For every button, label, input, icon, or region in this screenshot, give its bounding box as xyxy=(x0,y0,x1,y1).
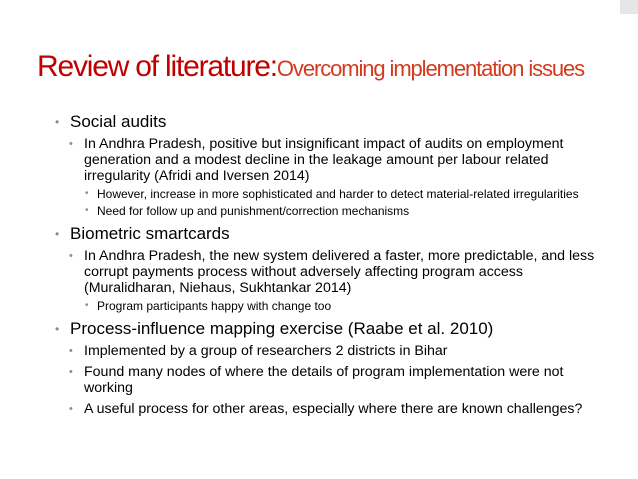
bullet-icon: • xyxy=(55,115,60,129)
bullet-icon: • xyxy=(85,300,89,311)
bullet-level1 xyxy=(55,224,615,243)
bullet-icon: • xyxy=(85,205,89,216)
bullet-icon: • xyxy=(69,366,73,378)
bullet-text: However, increase in more sophisticated and harder to detect material-related irregularities xyxy=(97,187,579,201)
bullet-text: Need for follow up and punishment/correction mechanisms xyxy=(97,204,410,218)
bullet-list xyxy=(55,112,615,417)
bullet-level3 xyxy=(85,187,615,201)
bullet-icon: • xyxy=(69,403,73,415)
slide-title xyxy=(37,52,584,82)
bullet-icon: • xyxy=(55,322,60,336)
bullet-text: Implemented by a group of researchers 2 districts in Bihar xyxy=(84,343,448,359)
bullet-icon: • xyxy=(69,345,73,357)
bullet-text: Process-influence mapping exercise (Raabe et al. 2010) xyxy=(70,319,494,338)
bullet-icon: • xyxy=(85,188,89,199)
bullet-level2 xyxy=(69,364,615,396)
bullet-level3 xyxy=(85,299,615,313)
bullet-level2 xyxy=(69,248,615,296)
bullet-text: Biometric smartcards xyxy=(70,224,230,243)
bullet-level1 xyxy=(55,112,615,131)
bullet-text: Found many nodes of where the details of program implementation were not working xyxy=(84,364,564,396)
bullet-level2 xyxy=(69,401,615,417)
bullet-level1 xyxy=(55,319,615,338)
bullet-text: A useful process for other areas, especially where there are known challenges? xyxy=(84,401,583,417)
bullet-icon: • xyxy=(69,250,73,262)
bullet-icon: • xyxy=(69,138,73,150)
bullet-text: Program participants happy with change too xyxy=(97,299,332,313)
title-subtitle: Overcoming implementation issues xyxy=(276,56,585,81)
title-main: Review of literature: xyxy=(37,50,277,83)
bullet-icon: • xyxy=(55,227,60,241)
corner-accent xyxy=(620,0,638,14)
bullet-level3 xyxy=(85,204,615,218)
bullet-text: In Andhra Pradesh, the new system delivered a faster, more predictable, and less corrupt payments process without adversely affecting program access (Muralidharan, Niehaus, Sukhtankar 2014) xyxy=(84,248,595,296)
bullet-level2 xyxy=(69,343,615,359)
bullet-text: Social audits xyxy=(70,112,167,131)
bullet-text: In Andhra Pradesh, positive but insignificant impact of audits on employment generation and a modest decline in the leakage amount per labour related irregularity (Afridi and Iversen 2014) xyxy=(84,136,564,184)
bullet-level2 xyxy=(69,136,615,184)
